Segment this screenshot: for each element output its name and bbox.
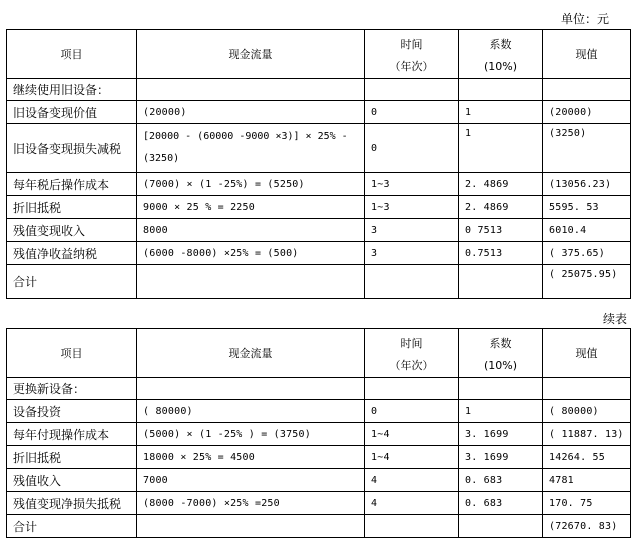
pv-cell: ( 80000) [543,400,631,423]
pv-cell: (20000) [543,101,631,124]
time-cell: 3 [365,219,459,242]
present-value-table-old [6,29,631,299]
item-cell: 旧设备变现损失减税 [7,124,137,173]
item-cell: 残值收入 [7,469,137,492]
cashflow-cell: (8000 -7000) ×25% =250 [137,492,365,515]
coef-cell: 3. 1699 [459,446,543,469]
table-row [7,124,631,173]
table-row [7,400,631,423]
cashflow-cell: 9000 × 25 % = 2250 [137,196,365,219]
pv-cell: 14264. 55 [543,446,631,469]
pv-cell: ( 11887. 13) [543,423,631,446]
pv-cell: 170. 75 [543,492,631,515]
total-label: 合计 [7,515,137,538]
header-pv: 现值 [543,329,631,378]
pv-cell: 4781 [543,469,631,492]
cashflow-cell: (6000 -8000) ×25% = (500) [137,242,365,265]
header-time: 时间 （年次） [365,30,459,79]
cashflow-cell: 8000 [137,219,365,242]
table-row [7,469,631,492]
header-cashflow: 现金流量 [137,30,365,79]
total-pv: ( 25075.95) [543,265,631,299]
item-cell: 每年税后操作成本 [7,173,137,196]
total-row [7,515,631,538]
continued-label: 续表 [602,312,627,326]
coef-cell: 1 [459,400,543,423]
cashflow-cell: (5000) × (1 -25% ) = (3750) [137,423,365,446]
pv-cell: ( 375.65) [543,242,631,265]
pv-cell: 5595. 53 [543,196,631,219]
item-cell: 残值变现净损失抵税 [7,492,137,515]
pv-cell: (3250) [543,124,631,173]
header-coef: 系数 (10%) [459,329,543,378]
time-cell: 4 [365,469,459,492]
coef-cell: 0. 683 [459,469,543,492]
item-cell: 折旧抵税 [7,446,137,469]
cashflow-cell: (7000) × (1 -25%) = (5250) [137,173,365,196]
pv-cell: (13056.23) [543,173,631,196]
coef-cell: 2. 4869 [459,173,543,196]
table-header-row [7,329,631,378]
coef-cell: 0.7513 [459,242,543,265]
table-row [7,423,631,446]
cashflow-cell: [20000 - (60000 -9000 ×3)] × 25% - (3250) [137,124,365,173]
unit-label: 单位：元 [560,12,609,26]
table-row [7,173,631,196]
item-cell: 折旧抵税 [7,196,137,219]
cashflow-cell: 18000 × 25% = 4500 [137,446,365,469]
time-cell: 0 [365,101,459,124]
item-cell: 旧设备变现价值 [7,101,137,124]
coef-cell: 1 [459,101,543,124]
item-cell: 每年付现操作成本 [7,423,137,446]
coef-cell: 0 7513 [459,219,543,242]
item-cell: 残值净收益纳税 [7,242,137,265]
header-cashflow: 现金流量 [137,329,365,378]
section-label: 更换新设备： [7,378,137,400]
coef-cell: 1 [459,124,543,173]
item-cell: 设备投资 [7,400,137,423]
time-cell: 0 [365,400,459,423]
total-row [7,265,631,299]
total-pv: (72670. 83) [543,515,631,538]
time-cell: 1~3 [365,173,459,196]
header-pv: 现值 [543,30,631,79]
coef-cell: 2. 4869 [459,196,543,219]
table-row [7,492,631,515]
time-cell: 0 [365,124,459,173]
table-row [7,242,631,265]
section-label: 继续使用旧设备： [7,79,137,101]
time-cell: 4 [365,492,459,515]
item-cell: 残值变现收入 [7,219,137,242]
coef-cell: 3. 1699 [459,423,543,446]
time-cell: 1~4 [365,446,459,469]
cashflow-cell: (20000) [137,101,365,124]
table-row [7,196,631,219]
section-row [7,79,631,101]
pv-cell: 6010.4 [543,219,631,242]
time-cell: 1~3 [365,196,459,219]
cashflow-cell: ( 80000) [137,400,365,423]
table-row [7,101,631,124]
header-coef: 系数 (10%) [459,30,543,79]
table-header-row [7,30,631,79]
present-value-table-new [6,328,631,538]
section-row [7,378,631,400]
coef-cell: 0. 683 [459,492,543,515]
total-label: 合计 [7,265,137,299]
table-row [7,446,631,469]
header-item: 项目 [7,30,137,79]
table-row [7,219,631,242]
time-cell: 1~4 [365,423,459,446]
header-time: 时间 （年次） [365,329,459,378]
header-item: 项目 [7,329,137,378]
time-cell: 3 [365,242,459,265]
cashflow-cell: 7000 [137,469,365,492]
